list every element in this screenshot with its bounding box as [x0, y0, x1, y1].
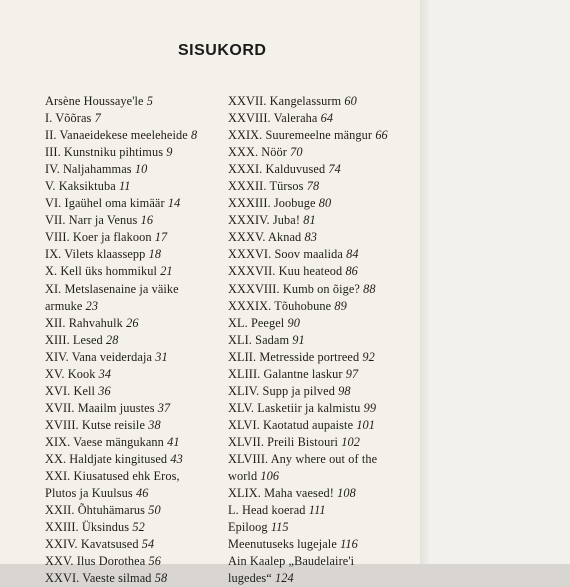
toc-entry-page: 14 — [167, 196, 181, 211]
toc-left-column — [45, 93, 223, 587]
toc-entry — [228, 400, 418, 417]
toc-entry-page: 66 — [375, 128, 388, 143]
toc-entry-page: 58 — [154, 571, 168, 586]
toc-entry — [45, 229, 223, 246]
toc-entry-page: 17 — [154, 230, 168, 245]
toc-entry-page: 97 — [345, 366, 359, 381]
toc-entry-title: X. Kell üks hommikul — [45, 264, 157, 279]
toc-entry-page: 56 — [148, 554, 161, 569]
toc-entry — [45, 417, 223, 434]
toc-entry-title: XVI. Kell — [45, 383, 96, 398]
toc-entry — [228, 212, 418, 229]
toc-entry-title: XXV. Ilus Dorothea — [45, 554, 146, 569]
toc-entry-page: 18 — [148, 247, 162, 262]
toc-entry-page: 81 — [303, 213, 316, 228]
toc-entry — [228, 485, 418, 502]
toc-entry-title: XXVIII. Valeraha — [228, 111, 318, 126]
toc-entry — [228, 127, 418, 144]
toc-entry-title: XXXIII. Joobuge — [228, 196, 316, 211]
toc-entry-page: 46 — [135, 486, 149, 501]
toc-entry — [45, 519, 223, 536]
toc-entry-title: XII. Rahvahulk — [45, 315, 123, 330]
toc-entry-page: 21 — [160, 264, 173, 279]
toc-entry-page: 92 — [362, 349, 375, 364]
toc-entry-title: XLIV. Supp ja pilved — [228, 383, 335, 398]
toc-entry — [228, 195, 418, 212]
toc-entry-page: 80 — [318, 196, 332, 211]
toc-entry-title: II. Vanaeidekese meeleheide — [45, 128, 188, 143]
toc-entry — [228, 110, 418, 127]
facing-page — [430, 0, 570, 564]
toc-entry — [228, 298, 418, 315]
toc-entry — [228, 229, 418, 246]
toc-entry — [45, 536, 223, 553]
toc-entry-page: 90 — [287, 315, 301, 330]
toc-entry — [228, 417, 418, 434]
toc-entry-title: XXXI. Kalduvused — [228, 162, 326, 177]
toc-entry-title: XLVIII. Any where out of the — [228, 451, 378, 466]
toc-entry-page: 7 — [94, 111, 101, 126]
toc-entry-page: 89 — [334, 298, 347, 313]
toc-entry-page: 60 — [344, 94, 357, 108]
toc-entry-page: 98 — [338, 383, 351, 398]
toc-entry-title: XXVII. Kangelassurm — [228, 94, 342, 108]
toc-entry-title: XXIII. Üksindus — [45, 520, 130, 535]
toc-entry — [45, 553, 223, 570]
toc-entry-title: I. Võõras — [45, 111, 92, 126]
toc-entry-page: 124 — [275, 571, 294, 586]
toc-entry — [228, 536, 418, 553]
toc-entry-page: 116 — [340, 537, 358, 552]
toc-entry — [45, 400, 223, 417]
toc-entry — [228, 332, 418, 349]
toc-entry-title: XXXVI. Soov maalida — [228, 247, 343, 262]
toc-entry-page: 38 — [148, 417, 161, 432]
toc-entry-title: Ain Kaalep „Baudelaire'i — [228, 554, 355, 569]
toc-entry-page: 10 — [134, 162, 148, 177]
toc-entry-page: 50 — [148, 503, 161, 518]
toc-entry-title: Epiloog — [228, 520, 268, 535]
toc-entry-title: Meenutuseks lugejale — [228, 537, 337, 552]
toc-entry — [228, 144, 418, 161]
toc-entry — [45, 127, 223, 144]
toc-entry-page: 115 — [270, 520, 289, 535]
toc-entry-title: V. Kaksiktuba — [45, 179, 116, 194]
toc-entry-page: 5 — [146, 94, 154, 108]
toc-entry — [228, 246, 418, 263]
toc-entry-title: armuke — [45, 298, 83, 313]
toc-entry — [228, 519, 418, 536]
toc-entry — [45, 366, 223, 383]
toc-entry-page: 64 — [320, 111, 334, 126]
toc-entry — [45, 434, 223, 451]
page-title: SISUKORD — [178, 42, 267, 59]
toc-entry-title: XIX. Vaese mängukann — [45, 434, 164, 449]
toc-entry-title: VI. Igaühel oma kimäär — [45, 196, 165, 211]
toc-entry-title: XVII. Maailm juustes — [45, 400, 155, 415]
toc-entry-title: XLII. Metresside portreed — [228, 349, 360, 364]
toc-entry-page: 86 — [345, 264, 358, 279]
toc-entry — [45, 263, 223, 280]
toc-entry-page: 31 — [155, 349, 168, 364]
toc-entry-title: XXXVIII. Kumb on õige? — [228, 281, 360, 296]
toc-entry-page: 106 — [260, 469, 280, 484]
toc-entry-page: 8 — [190, 128, 198, 143]
toc-entry-title: IX. Vilets klaassepp — [45, 247, 146, 262]
toc-entry — [228, 93, 418, 110]
toc-entry-title: XLVII. Preili Bistouri — [228, 434, 339, 449]
toc-entry — [228, 281, 418, 298]
toc-entry-page: 36 — [98, 383, 111, 398]
toc-entry-title: Plutos ja Kuulsus — [45, 486, 133, 501]
toc-entry — [45, 161, 223, 178]
toc-entry-page: 41 — [167, 434, 180, 449]
toc-entry-page: 84 — [346, 247, 359, 262]
toc-entry-title: VIII. Koer ja flakoon — [45, 230, 152, 245]
toc-entry — [228, 178, 418, 195]
toc-entry — [228, 570, 418, 587]
toc-entry — [228, 263, 418, 280]
toc-entry-title: XVIII. Kutse reisile — [45, 417, 146, 432]
toc-entry — [228, 451, 418, 468]
toc-entry-title: XLI. Sadam — [228, 332, 290, 347]
book-gutter — [420, 0, 430, 564]
toc-entry-page: 99 — [363, 400, 377, 415]
toc-entry-page: 37 — [157, 400, 171, 415]
toc-entry — [228, 349, 418, 366]
toc-entry-title: XLIII. Galantne laskur — [228, 366, 343, 381]
toc-entry-page: 16 — [140, 213, 154, 228]
toc-entry-page: 9 — [166, 145, 173, 160]
toc-entry — [228, 383, 418, 400]
toc-entry — [45, 468, 223, 485]
toc-entry-title: III. Kunstniku pihtimus — [45, 145, 164, 160]
toc-entry-title: IV. Naljahammas — [45, 162, 132, 177]
toc-entry-title: XLVI. Kaotatud aupaiste — [228, 417, 354, 432]
toc-entry — [45, 451, 223, 468]
toc-entry — [228, 468, 418, 485]
toc-entry-title: XXXVII. Kuu heateod — [228, 264, 343, 279]
toc-entry — [45, 485, 223, 502]
toc-entry — [228, 315, 418, 332]
toc-entry — [45, 281, 223, 298]
toc-entry — [45, 570, 223, 587]
toc-entry-page: 83 — [304, 230, 317, 245]
toc-entry-page: 52 — [132, 520, 145, 535]
toc-entry-page: 108 — [337, 486, 356, 501]
toc-entry — [45, 178, 223, 195]
toc-entry-title: XXX. Nöör — [228, 145, 287, 160]
toc-entry — [45, 246, 223, 263]
toc-entry — [45, 383, 223, 400]
toc-entry — [228, 434, 418, 451]
toc-entry-page: 26 — [126, 315, 139, 330]
toc-entry-title: XL. Peegel — [228, 315, 285, 330]
toc-right-column — [228, 93, 418, 587]
toc-entry-page: 74 — [328, 162, 341, 177]
toc-entry-title: XLV. Lasketiir ja kalmistu — [228, 400, 361, 415]
toc-entry-page: 34 — [98, 366, 112, 381]
toc-entry-title: XXXIV. Juba! — [228, 213, 301, 228]
toc-entry-title: XI. Metslasenaine ja väike — [45, 281, 179, 296]
toc-entry-page: 111 — [308, 503, 326, 518]
toc-entry-title: XIV. Vana veiderdaja — [45, 349, 153, 364]
toc-entry — [45, 195, 223, 212]
toc-entry-title: XXIV. Kavatsused — [45, 537, 139, 552]
toc-entry — [45, 110, 223, 127]
toc-entry-title: XX. Haldjate kingitused — [45, 451, 168, 466]
toc-entry-page: 70 — [290, 145, 303, 160]
toc-entry-title: lugedes“ — [228, 571, 272, 586]
toc-entry-page: 43 — [170, 451, 183, 466]
toc-entry-page: 28 — [105, 332, 119, 347]
toc-entry — [45, 349, 223, 366]
toc-entry-title: XLIX. Maha vaesed! — [228, 486, 334, 501]
toc-entry-title: XXI. Kiusatused ehk Eros, — [45, 469, 180, 484]
toc-entry-page: 54 — [141, 537, 155, 552]
toc-entry — [45, 332, 223, 349]
toc-entry — [228, 161, 418, 178]
toc-entry-title: XXXV. Aknad — [228, 230, 302, 245]
toc-entry — [45, 315, 223, 332]
toc-entry-title: VII. Narr ja Venus — [45, 213, 138, 228]
toc-entry — [45, 93, 223, 110]
toc-entry — [45, 212, 223, 229]
toc-entry-title: XXXIX. Tõuhobune — [228, 298, 332, 313]
toc-entry-title: Arsène Houssaye'le — [45, 94, 144, 108]
toc-entry-title: XV. Kook — [45, 366, 96, 381]
toc-entry — [45, 144, 223, 161]
toc-entry-title: XIII. Lesed — [45, 332, 103, 347]
toc-entry-page: 101 — [356, 417, 376, 432]
toc-entry-title: XXIX. Suuremeelne mängur — [228, 128, 373, 143]
toc-entry — [45, 298, 223, 315]
toc-entry-title: world — [228, 469, 258, 484]
toc-entry-title: XXII. Õhtuhämarus — [45, 503, 146, 518]
toc-entry-page: 91 — [292, 332, 305, 347]
toc-entry-page: 78 — [306, 179, 320, 194]
toc-entry-page: 88 — [363, 281, 376, 296]
toc-entry — [228, 553, 418, 570]
toc-entry-page: 102 — [341, 434, 360, 449]
toc-entry-title: XXXII. Türsos — [228, 179, 304, 194]
toc-entry-page: 11 — [118, 179, 131, 194]
toc-entry — [45, 502, 223, 519]
toc-entry-title: XXVI. Vaeste silmad — [45, 571, 152, 586]
toc-entry — [228, 502, 418, 519]
toc-entry-title: L. Head koerad — [228, 503, 306, 518]
toc-entry — [228, 366, 418, 383]
toc-entry-page: 23 — [85, 298, 99, 313]
